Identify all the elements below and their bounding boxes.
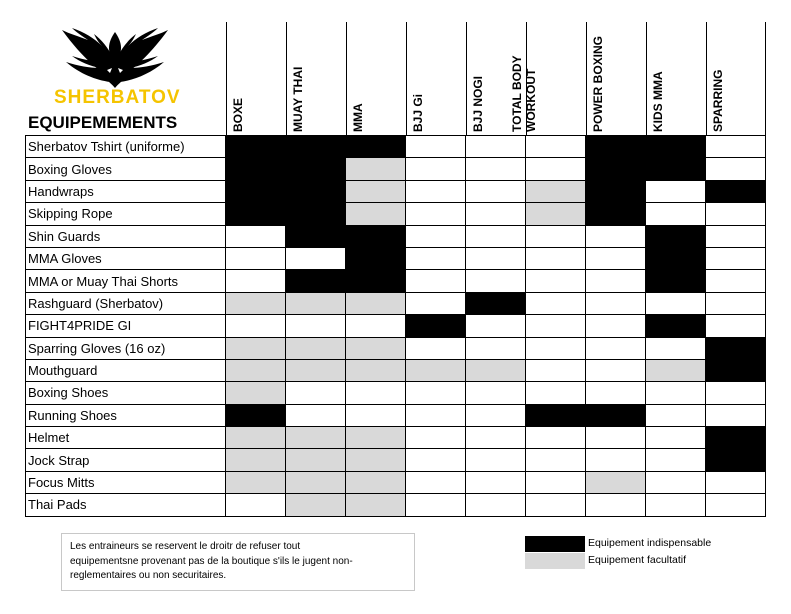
status-cell (226, 471, 286, 493)
discipline-header (646, 22, 706, 135)
brand-wordmark: SHERBATOV (54, 87, 181, 108)
status-cell (526, 337, 586, 359)
status-cell (586, 203, 646, 225)
status-cell (346, 180, 406, 202)
status-cell (646, 225, 706, 247)
status-cell (586, 382, 646, 404)
status-cell (586, 359, 646, 381)
status-cell (226, 270, 286, 292)
status-cell (466, 449, 526, 471)
status-cell (526, 315, 586, 337)
status-cell (406, 427, 466, 449)
status-cell (226, 180, 286, 202)
table-row (26, 471, 766, 493)
discipline-label-line: MUAY THAI (291, 66, 305, 132)
status-cell (646, 247, 706, 269)
status-cell (226, 382, 286, 404)
status-cell (346, 158, 406, 180)
status-cell (646, 270, 706, 292)
status-cell (646, 471, 706, 493)
table-row (26, 494, 766, 516)
status-cell (586, 225, 646, 247)
equipment-name: FIGHT4PRIDE GI (26, 315, 226, 337)
status-cell (406, 225, 466, 247)
table-row (26, 225, 766, 247)
status-cell (706, 270, 766, 292)
status-cell (586, 315, 646, 337)
status-cell (466, 180, 526, 202)
status-cell (226, 247, 286, 269)
table-row (26, 315, 766, 337)
table-row (26, 359, 766, 381)
status-cell (646, 315, 706, 337)
status-cell (346, 136, 406, 158)
table-row (26, 449, 766, 471)
status-cell (226, 315, 286, 337)
status-cell (286, 158, 346, 180)
status-cell (526, 292, 586, 314)
status-cell (586, 292, 646, 314)
status-cell (406, 180, 466, 202)
status-cell (226, 404, 286, 426)
status-cell (466, 292, 526, 314)
status-cell (586, 427, 646, 449)
disclaimer-line: reglementaires ou non securitaires. (70, 570, 227, 581)
status-cell (346, 203, 406, 225)
discipline-label (231, 24, 245, 132)
status-cell (226, 203, 286, 225)
status-cell (646, 427, 706, 449)
status-cell (346, 292, 406, 314)
discipline-label-line: KIDS MMA (651, 71, 665, 132)
discipline-label-line: POWER BOXING (591, 35, 605, 132)
status-cell (406, 471, 466, 493)
status-cell (346, 404, 406, 426)
status-cell (706, 337, 766, 359)
table-row (26, 203, 766, 225)
status-cell (466, 247, 526, 269)
status-cell (646, 494, 706, 516)
status-cell (706, 315, 766, 337)
equipment-name: Jock Strap (26, 449, 226, 471)
status-cell (706, 449, 766, 471)
status-cell (706, 158, 766, 180)
legend-swatch-required (525, 536, 585, 552)
discipline-header (510, 22, 586, 135)
status-cell (526, 225, 586, 247)
status-cell (406, 494, 466, 516)
status-cell (286, 359, 346, 381)
status-cell (586, 449, 646, 471)
status-cell (466, 494, 526, 516)
status-cell (406, 404, 466, 426)
status-cell (646, 337, 706, 359)
equipment-name: Thai Pads (26, 494, 226, 516)
status-cell (226, 494, 286, 516)
discipline-label (411, 24, 425, 132)
status-cell (286, 270, 346, 292)
discipline-label (711, 24, 725, 132)
legend-swatch-optional (525, 553, 585, 569)
status-cell (706, 292, 766, 314)
discipline-label-line: TOTAL BODY (510, 55, 524, 132)
status-cell (526, 449, 586, 471)
discipline-label-line: WORKOUT (524, 68, 538, 132)
status-cell (466, 404, 526, 426)
status-cell (646, 404, 706, 426)
equipment-name: Shin Guards (26, 225, 226, 247)
status-cell (286, 225, 346, 247)
status-cell (346, 471, 406, 493)
disclaimer-note (61, 533, 415, 591)
status-cell (466, 337, 526, 359)
status-cell (346, 225, 406, 247)
status-cell (466, 270, 526, 292)
status-cell (526, 158, 586, 180)
equipment-name: Rashguard (Sherbatov) (26, 292, 226, 314)
status-cell (646, 136, 706, 158)
table-row (26, 136, 766, 158)
equipment-name: Skipping Rope (26, 203, 226, 225)
status-cell (706, 180, 766, 202)
status-cell (586, 136, 646, 158)
status-cell (406, 449, 466, 471)
discipline-label-line: BJJ Gi (411, 93, 425, 132)
status-cell (346, 270, 406, 292)
status-cell (406, 247, 466, 269)
status-cell (346, 359, 406, 381)
status-cell (346, 382, 406, 404)
equipment-name: Boxing Gloves (26, 158, 226, 180)
status-cell (406, 136, 466, 158)
status-cell (646, 382, 706, 404)
status-cell (226, 136, 286, 158)
status-cell (286, 427, 346, 449)
status-cell (526, 494, 586, 516)
status-cell (286, 449, 346, 471)
status-cell (346, 315, 406, 337)
status-cell (646, 449, 706, 471)
status-cell (706, 494, 766, 516)
status-cell (406, 292, 466, 314)
status-cell (586, 158, 646, 180)
discipline-label-line: MMA (351, 103, 365, 132)
equipment-name: MMA Gloves (26, 247, 226, 269)
equipment-name: Running Shoes (26, 404, 226, 426)
status-cell (466, 225, 526, 247)
discipline-label (510, 24, 538, 132)
discipline-header (706, 22, 766, 135)
disclaimer-line: equipementsne provenant pas de la boutique s'ils le jugent non- (70, 555, 353, 567)
status-cell (706, 225, 766, 247)
discipline-label-line: SPARRING (711, 69, 725, 132)
status-cell (226, 359, 286, 381)
status-cell (226, 225, 286, 247)
status-cell (346, 494, 406, 516)
discipline-header (226, 22, 286, 135)
status-cell (406, 359, 466, 381)
status-cell (406, 382, 466, 404)
discipline-header (346, 22, 406, 135)
status-cell (526, 203, 586, 225)
table-row (26, 292, 766, 314)
status-cell (586, 270, 646, 292)
status-cell (646, 158, 706, 180)
table-row (26, 427, 766, 449)
status-cell (526, 404, 586, 426)
status-cell (286, 247, 346, 269)
status-cell (466, 315, 526, 337)
status-cell (286, 292, 346, 314)
status-cell (346, 449, 406, 471)
status-cell (286, 136, 346, 158)
equipment-name: Mouthguard (26, 359, 226, 381)
status-cell (646, 203, 706, 225)
status-cell (406, 270, 466, 292)
status-cell (286, 315, 346, 337)
status-cell (466, 158, 526, 180)
discipline-label-line: BJJ NOGI (471, 75, 485, 132)
status-cell (646, 180, 706, 202)
status-cell (586, 247, 646, 269)
discipline-label (351, 24, 365, 132)
status-cell (706, 136, 766, 158)
discipline-header-row (226, 22, 766, 135)
status-cell (526, 270, 586, 292)
status-cell (706, 203, 766, 225)
status-cell (406, 158, 466, 180)
table-row (26, 382, 766, 404)
status-cell (466, 382, 526, 404)
discipline-label (471, 24, 485, 132)
status-cell (406, 337, 466, 359)
status-cell (526, 180, 586, 202)
status-cell (466, 136, 526, 158)
status-cell (466, 471, 526, 493)
status-cell (526, 382, 586, 404)
status-cell (706, 404, 766, 426)
status-cell (286, 203, 346, 225)
equipment-name: Helmet (26, 427, 226, 449)
status-cell (526, 247, 586, 269)
equipment-name: Focus Mitts (26, 471, 226, 493)
discipline-label (291, 24, 305, 132)
status-cell (646, 292, 706, 314)
page-title: EQUIPEMEMENTS (28, 113, 178, 132)
status-cell (466, 359, 526, 381)
status-cell (706, 247, 766, 269)
status-cell (706, 382, 766, 404)
discipline-label (591, 24, 605, 132)
equipment-name: Sherbatov Tshirt (uniforme) (26, 136, 226, 158)
status-cell (406, 315, 466, 337)
status-cell (526, 359, 586, 381)
equipment-name: MMA or Muay Thai Shorts (26, 270, 226, 292)
discipline-header (286, 22, 346, 135)
status-cell (706, 471, 766, 493)
equipment-name: Sparring Gloves (16 oz) (26, 337, 226, 359)
equipment-matrix (25, 135, 766, 517)
status-cell (526, 427, 586, 449)
legend-label-optional: Equipement facultatif (588, 554, 687, 566)
status-cell (706, 427, 766, 449)
status-cell (226, 427, 286, 449)
table-row (26, 337, 766, 359)
legend-label-required: Equipement indispensable (588, 537, 712, 549)
discipline-label-line: BOXE (231, 97, 245, 132)
status-cell (526, 136, 586, 158)
status-cell (586, 180, 646, 202)
status-cell (526, 471, 586, 493)
status-cell (226, 449, 286, 471)
status-cell (586, 471, 646, 493)
status-cell (226, 292, 286, 314)
status-cell (406, 203, 466, 225)
table-row (26, 180, 766, 202)
table-row (26, 247, 766, 269)
status-cell (586, 404, 646, 426)
status-cell (346, 337, 406, 359)
status-cell (286, 337, 346, 359)
status-cell (286, 404, 346, 426)
status-cell (586, 337, 646, 359)
table-row (26, 404, 766, 426)
discipline-header (406, 22, 466, 135)
status-cell (226, 337, 286, 359)
discipline-header (586, 22, 646, 135)
status-cell (346, 247, 406, 269)
status-cell (286, 180, 346, 202)
status-cell (706, 359, 766, 381)
status-cell (646, 359, 706, 381)
discipline-label (651, 24, 665, 132)
status-cell (226, 158, 286, 180)
status-cell (286, 494, 346, 516)
status-cell (286, 471, 346, 493)
table-row (26, 270, 766, 292)
status-cell (466, 427, 526, 449)
status-cell (346, 427, 406, 449)
status-cell (286, 382, 346, 404)
equipment-name: Boxing Shoes (26, 382, 226, 404)
disclaimer-line: Les entraineurs se reservent le droitr de refuser tout (70, 541, 301, 552)
status-cell (586, 494, 646, 516)
table-row (26, 158, 766, 180)
status-cell (466, 203, 526, 225)
equipment-name: Handwraps (26, 180, 226, 202)
